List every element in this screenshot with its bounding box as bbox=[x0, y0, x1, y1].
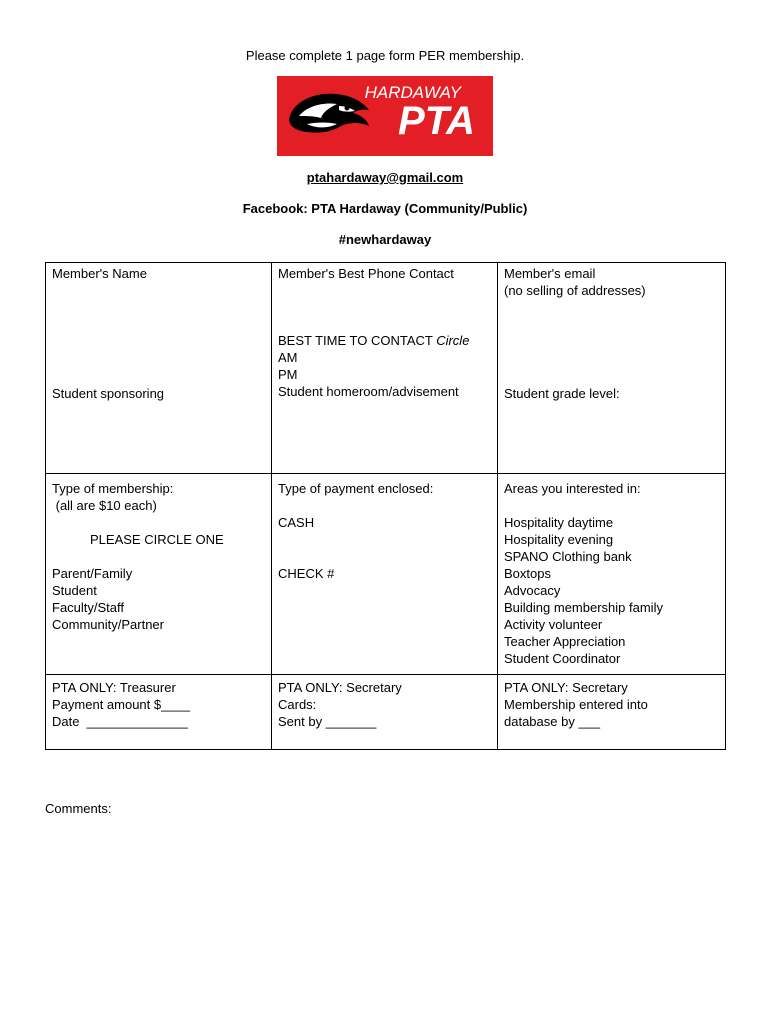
secretary-db-line: PTA ONLY: Secretary bbox=[504, 680, 628, 695]
treasurer-cell[interactable] bbox=[46, 675, 272, 750]
pta-logo bbox=[277, 76, 493, 156]
facebook-line: Facebook: PTA Hardaway (Community/Public) bbox=[242, 201, 528, 216]
email-cell[interactable] bbox=[498, 263, 726, 474]
secretary-db-cell[interactable] bbox=[498, 675, 726, 750]
homeroom-label: Student homeroom/advisement bbox=[278, 384, 459, 399]
email-label: Member's email bbox=[504, 266, 596, 281]
logo-top-text: HARDAWAY bbox=[364, 83, 461, 102]
treasurer-line: Payment amount $____ bbox=[52, 697, 191, 712]
treasurer-line: PTA ONLY: Treasurer bbox=[52, 680, 176, 695]
payment-type-label: Type of payment enclosed: bbox=[278, 481, 434, 496]
email-note: (no selling of addresses) bbox=[504, 283, 646, 298]
member-info-cell[interactable] bbox=[46, 263, 272, 474]
secretary-cards-line: Cards: bbox=[278, 697, 317, 712]
area-option[interactable]: Hospitality daytime bbox=[504, 515, 614, 530]
membership-type-cell[interactable] bbox=[46, 474, 272, 675]
secretary-cards-cell[interactable] bbox=[272, 675, 498, 750]
secretary-db-line: database by ___ bbox=[504, 714, 601, 729]
payment-type-cell[interactable] bbox=[272, 474, 498, 675]
check-option[interactable]: CHECK # bbox=[278, 566, 335, 581]
membership-option[interactable]: Community/Partner bbox=[52, 617, 164, 632]
membership-cost-note: (all are $10 each) bbox=[52, 498, 157, 513]
contact-email[interactable]: ptahardaway@gmail.com bbox=[306, 170, 464, 185]
logo-main-text: PTA bbox=[397, 99, 475, 143]
area-option[interactable]: Advocacy bbox=[504, 583, 561, 598]
area-option[interactable]: Teacher Appreciation bbox=[504, 634, 626, 649]
form-instruction: Please complete 1 page form PER membership. bbox=[245, 48, 525, 63]
membership-option[interactable]: Student bbox=[52, 583, 97, 598]
membership-option[interactable]: Faculty/Staff bbox=[52, 600, 125, 615]
membership-option[interactable]: Parent/Family bbox=[52, 566, 133, 581]
secretary-cards-line: PTA ONLY: Secretary bbox=[278, 680, 402, 695]
area-option[interactable]: SPANO Clothing bank bbox=[504, 549, 632, 564]
treasurer-line: Date ______________ bbox=[52, 714, 188, 729]
areas-label: Areas you interested in: bbox=[504, 481, 641, 496]
best-phone-label: Member's Best Phone Contact bbox=[278, 266, 454, 281]
phone-contact-cell[interactable] bbox=[272, 263, 498, 474]
area-option[interactable]: Boxtops bbox=[504, 566, 551, 581]
comments-label: Comments: bbox=[45, 801, 112, 816]
area-option[interactable]: Student Coordinator bbox=[504, 651, 621, 666]
student-sponsoring-label: Student sponsoring bbox=[52, 386, 165, 401]
pm-option[interactable]: PM bbox=[278, 367, 298, 382]
membership-type-label: Type of membership: bbox=[52, 481, 174, 496]
grade-level-label: Student grade level: bbox=[504, 386, 620, 401]
members-name-label: Member's Name bbox=[52, 266, 147, 281]
hashtag: #newhardaway bbox=[338, 232, 432, 247]
please-circle-label: PLEASE CIRCLE ONE bbox=[90, 532, 224, 547]
area-option[interactable]: Hospitality evening bbox=[504, 532, 614, 547]
secretary-db-line: Membership entered into bbox=[504, 697, 648, 712]
am-option[interactable]: AM bbox=[278, 350, 298, 365]
secretary-cards-line: Sent by _______ bbox=[278, 714, 377, 729]
interest-areas-cell[interactable] bbox=[498, 474, 726, 675]
cash-option[interactable]: CASH bbox=[278, 515, 315, 530]
membership-form-table bbox=[45, 262, 726, 750]
area-option[interactable]: Activity volunteer bbox=[504, 617, 603, 632]
area-option[interactable]: Building membership family bbox=[504, 600, 663, 615]
best-time-label: BEST TIME TO CONTACT Circle bbox=[278, 333, 470, 348]
hawk-icon bbox=[277, 76, 493, 156]
